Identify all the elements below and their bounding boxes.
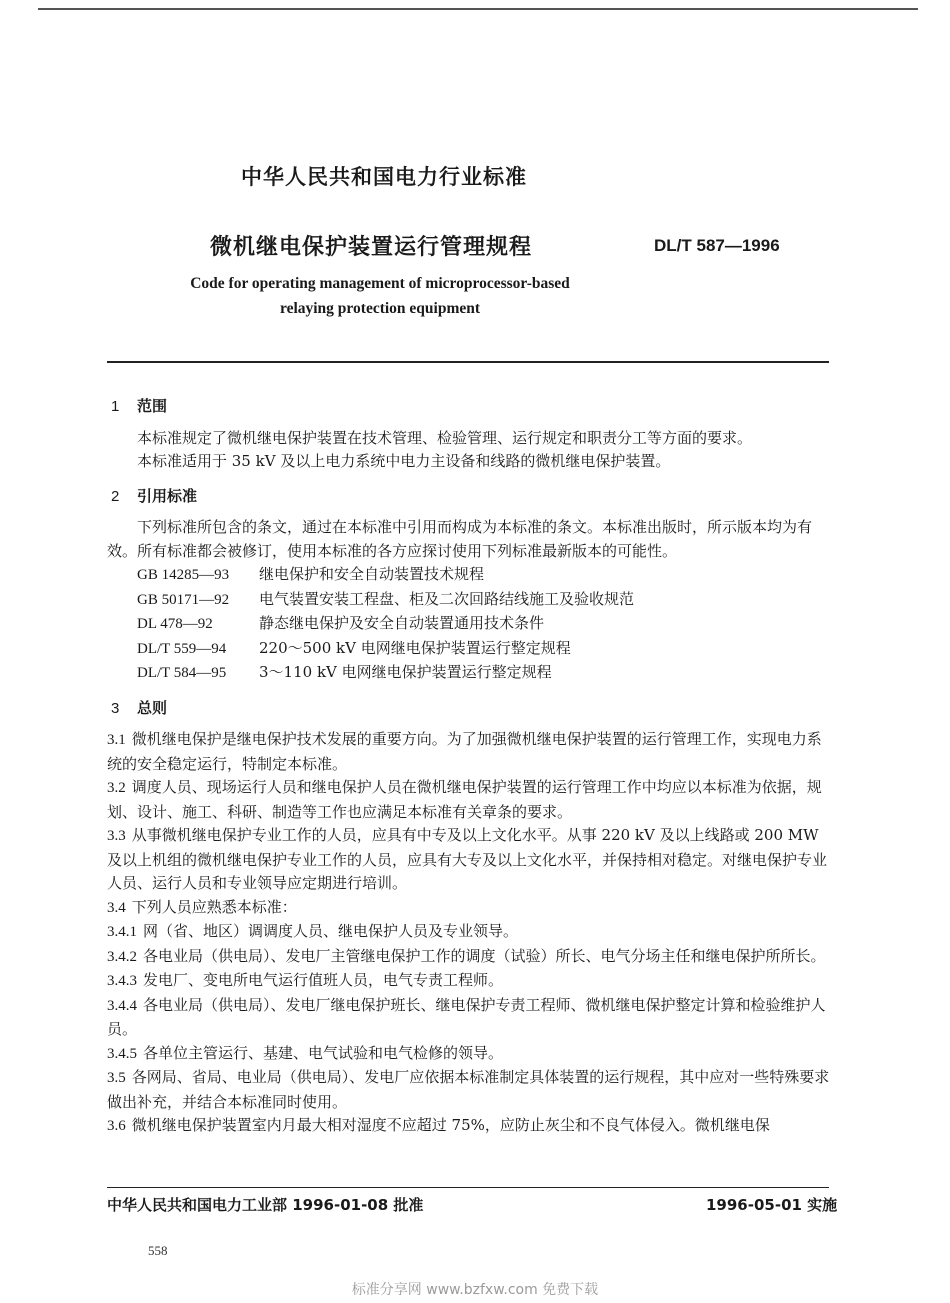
clause bbox=[107, 728, 832, 776]
header-divider bbox=[107, 361, 829, 363]
reference-code: GB 14285—93 bbox=[137, 567, 230, 583]
section-number: 3 bbox=[111, 699, 120, 717]
scope-paragraph-2: 本标准适用于 35 kV 及以上电力系统中电力主设备和线路的微机继电保护装置。 bbox=[137, 452, 671, 470]
top-border-rule bbox=[38, 8, 918, 10]
section-heading-general bbox=[111, 697, 832, 721]
clause-number: 3.4 bbox=[107, 899, 126, 916]
clause bbox=[107, 969, 832, 994]
reference-code: GB 50171—92 bbox=[137, 591, 230, 608]
clause bbox=[107, 1066, 832, 1114]
clause-number: 3.2 bbox=[107, 780, 126, 796]
page-number: 558 bbox=[148, 1243, 168, 1258]
reference-item bbox=[137, 563, 832, 588]
clause bbox=[107, 994, 832, 1042]
clause-text: 从事微机继电保护专业工作的人员，应具有中专及以上文化水平。从事 220 kV 及以上线路或 200 MW 及以上机组的微机继电保护专业工作的人员，应具有大专及以上文化水平，并保持相对稳定。对继电保护专业人员、运行人员和专业领导应定期进行培训。 bbox=[107, 826, 828, 892]
section-number: 2 bbox=[111, 487, 120, 505]
reference-code: DL/T 559—94 bbox=[137, 640, 227, 657]
clause-text: 调度人员、现场运行人员和继电保护人员在微机继电保护装置的运行管理工作中均应以本标准为依据，规划、设计、施工、科研、制造等工作也应满足本标准有关章条的要求。 bbox=[107, 778, 822, 821]
reference-title: 电气装置安装工程盘、柜及二次回路结线施工及验收规范 bbox=[259, 589, 635, 608]
section-heading-references bbox=[111, 485, 832, 509]
clause-number: 3.1 bbox=[107, 732, 126, 748]
reference-title: 静态继电保护及安全自动装置通用技术条件 bbox=[259, 614, 545, 632]
clause-text: 网（省、地区）调调度人员、继电保护人员及专业领导。 bbox=[143, 922, 519, 940]
reference-item bbox=[137, 588, 832, 613]
clause-number: 3.3 bbox=[107, 828, 126, 844]
industry-standard-heading: 中华人民共和国电力行业标准 bbox=[241, 165, 527, 189]
effective-date: 1996-05-01 实施 bbox=[706, 1196, 838, 1214]
clause-text: 微机继电保护装置室内月最大相对湿度不应超过 75%，应防止灰尘和不良气体侵入。微机继电保 bbox=[131, 1116, 770, 1134]
clause-number: 3.5 bbox=[107, 1070, 126, 1086]
clause bbox=[107, 896, 832, 921]
clause-number: 3.6 bbox=[107, 1118, 126, 1134]
reference-code: DL/T 584—95 bbox=[137, 665, 227, 681]
section-number: 1 bbox=[111, 398, 120, 415]
clause-text: 各电业局（供电局）、发电厂主管继电保护工作的调度（试验）所长、电气分场主任和继电保护所所长。 bbox=[143, 946, 826, 965]
reference-list bbox=[137, 563, 832, 686]
reference-title: 继电保护和安全自动装置技术规程 bbox=[259, 565, 485, 583]
section-title: 范围 bbox=[137, 397, 168, 415]
reference-title: 220～500 kV 电网继电保护装置运行整定规程 bbox=[259, 638, 571, 657]
clause bbox=[107, 776, 832, 824]
reference-title: 3～110 kV 电网继电保护装置运行整定规程 bbox=[259, 663, 552, 681]
clause-text: 下列人员应熟悉本标准： bbox=[131, 897, 297, 916]
reference-code: DL 478—92 bbox=[137, 616, 213, 632]
clause-number: 3.4.3 bbox=[107, 973, 137, 989]
clause bbox=[107, 1114, 832, 1139]
footer-divider bbox=[107, 1187, 829, 1188]
reference-item bbox=[137, 637, 832, 662]
clause-text: 各网局、省局、电业局（供电局）、发电厂应依据本标准制定具体装置的运行规程，其中应对一些特殊要求做出补充，并结合本标准同时使用。 bbox=[107, 1068, 830, 1111]
english-title-line2: relaying protection equipment bbox=[279, 300, 481, 317]
clause bbox=[107, 1042, 832, 1067]
clause-text: 发电厂、变电所电气运行值班人员，电气专责工程师。 bbox=[143, 971, 504, 989]
clause-number: 3.4.1 bbox=[107, 924, 137, 940]
clause-number: 3.4.2 bbox=[107, 948, 137, 965]
clause-text: 各电业局（供电局）、发电厂继电保护班长、继电保护专责工程师、微机继电保护整定计算和检验维护人员。 bbox=[107, 995, 826, 1038]
document-title: 微机继电保护装置运行管理规程 bbox=[210, 235, 533, 260]
reference-item bbox=[137, 661, 832, 686]
scope-paragraph-1: 本标准规定了微机继电保护装置在技术管理、检验管理、运行规定和职责分工等方面的要求。 bbox=[137, 428, 753, 447]
clause-text: 微机继电保护是继电保护技术发展的重要方向。为了加强微机继电保护装置的运行管理工作，实现电力系统的安全稳定运行，特制定本标准。 bbox=[107, 730, 822, 773]
section-heading-scope bbox=[111, 395, 832, 419]
clause-text: 各单位主管运行、基建、电气试验和电气检修的领导。 bbox=[143, 1043, 504, 1062]
section-title: 引用标准 bbox=[137, 486, 198, 505]
clause bbox=[107, 920, 832, 945]
clause-number: 3.4.5 bbox=[107, 1045, 137, 1062]
clause-number: 3.4.4 bbox=[107, 997, 137, 1014]
document-body bbox=[107, 390, 832, 1139]
section-title: 总则 bbox=[137, 698, 168, 717]
standard-code: DL/T 587—1996 bbox=[654, 236, 780, 255]
clause bbox=[107, 824, 832, 896]
english-title-line1: Code for operating management of microprocessor-based bbox=[190, 275, 570, 292]
approval-date: 中华人民共和国电力工业部 1996-01-08 批准 bbox=[107, 1196, 424, 1214]
watermark-text: 标准分享网 www.bzfxw.com 免费下载 bbox=[351, 1282, 599, 1298]
clause bbox=[107, 945, 832, 970]
references-intro: 下列标准所包含的条文，通过在本标准中引用而构成为本标准的条文。本标准出版时，所示版本均为有效。所有标准都会被修订，使用本标准的各方应探讨使用下列标准最新版本的可能性。 bbox=[107, 518, 813, 560]
reference-item bbox=[137, 612, 832, 637]
